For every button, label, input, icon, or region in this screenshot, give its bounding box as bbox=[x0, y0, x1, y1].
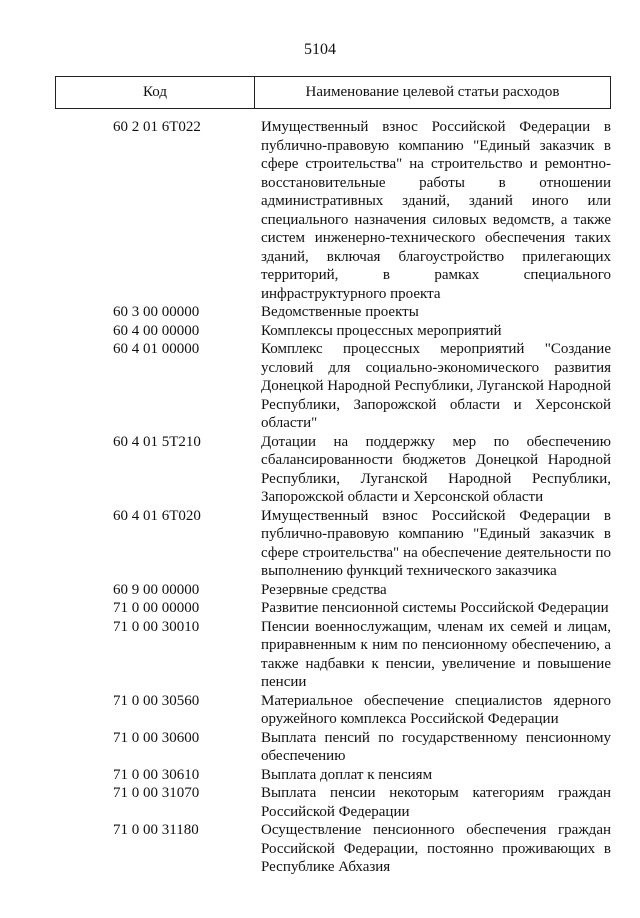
table-row bbox=[0, 507, 640, 581]
row-name: Дотации на поддержку мер по обеспечению сбалансированности бюджетов Донецкой Народной Республики, Луганской Народной Республики, Запорожской области и Херсонской области bbox=[261, 433, 611, 505]
row-code: 71 0 00 30010 bbox=[113, 618, 200, 635]
row-name: Пенсии военнослужащим, членам их семей и лицам, приравненным к ним по пенсионному обеспечению, а также надбавки к пенсии, увеличение и повышение пенсии bbox=[261, 618, 611, 690]
table-row bbox=[0, 784, 640, 821]
column-header-code: Код bbox=[56, 77, 255, 108]
table-row bbox=[0, 618, 640, 692]
row-name: Резервные средства bbox=[261, 581, 387, 598]
table-body bbox=[0, 118, 640, 877]
row-code: 60 4 01 00000 bbox=[113, 341, 200, 357]
row-code: 71 0 00 31070 bbox=[113, 785, 200, 801]
table-row bbox=[0, 433, 640, 507]
row-name: Осуществление пенсионного обеспечения граждан Российской Федерации, постоянно проживающих в Республике Абхазия bbox=[261, 822, 611, 875]
table-row bbox=[0, 766, 640, 785]
row-name: Имущественный взнос Российской Федерации в публично-правовую компанию "Единый заказчик в сфере строительства" на строительство и ремонтно-восстановительные работы в отношении административных зданий, зданий иного или специального назначения силовых ведомств, а также систем инженерно-технического обеспечения таких зданий, включая благоустройство прилегающих территорий, в рамках специального инфраструктурного проекта bbox=[261, 119, 611, 302]
row-code: 60 3 00 00000 bbox=[113, 304, 200, 320]
row-code: 71 0 00 00000 bbox=[113, 600, 200, 616]
table-header bbox=[55, 76, 611, 109]
row-code: 71 0 00 30600 bbox=[113, 729, 200, 746]
row-code: 60 2 01 6Т022 bbox=[113, 119, 201, 135]
row-name: Материальное обеспечение специалистов ядерного оружейного комплекса Российской Федерации bbox=[261, 692, 611, 727]
table-row bbox=[0, 340, 640, 433]
row-name: Имущественный взнос Российской Федерации в публично-правовую компанию "Единый заказчик в сфере строительства" на обеспечение деятельности по выполнению функций технического заказчика bbox=[261, 507, 611, 579]
table-row bbox=[0, 599, 640, 618]
table-row bbox=[0, 581, 640, 600]
row-code: 60 4 00 00000 bbox=[113, 322, 200, 339]
row-name: Выплата пенсии некоторым категориям граждан Российской Федерации bbox=[261, 785, 611, 820]
row-name: Выплата пенсий по государственному пенсионному обеспечению bbox=[261, 729, 611, 764]
table-row bbox=[0, 322, 640, 341]
table-row bbox=[0, 729, 640, 766]
column-header-name: Наименование целевой статьи расходов bbox=[305, 84, 560, 100]
table-row bbox=[0, 692, 640, 729]
table-row bbox=[0, 118, 640, 303]
row-name: Ведомственные проекты bbox=[261, 304, 419, 320]
row-code: 60 4 01 5Т210 bbox=[113, 433, 201, 450]
row-code: 71 0 00 30610 bbox=[113, 766, 200, 783]
row-name: Развитие пенсионной системы Российской Федерации bbox=[261, 600, 609, 616]
row-name: Выплата доплат к пенсиям bbox=[261, 766, 433, 783]
page-number: 5104 bbox=[304, 41, 336, 58]
row-code: 71 0 00 30560 bbox=[113, 692, 200, 709]
row-name: Комплекс процессных мероприятий "Создание условий для социально-экономического развития Донецкой Народной Республики, Луганской Народной Республики, Запорожской области и Херсонской области" bbox=[261, 341, 611, 431]
row-code: 71 0 00 31180 bbox=[113, 822, 199, 838]
table-row bbox=[0, 303, 640, 322]
row-code: 60 9 00 00000 bbox=[113, 581, 200, 598]
table-row bbox=[0, 821, 640, 877]
row-code: 60 4 01 6Т020 bbox=[113, 507, 201, 524]
row-name: Комплексы процессных мероприятий bbox=[261, 322, 502, 339]
